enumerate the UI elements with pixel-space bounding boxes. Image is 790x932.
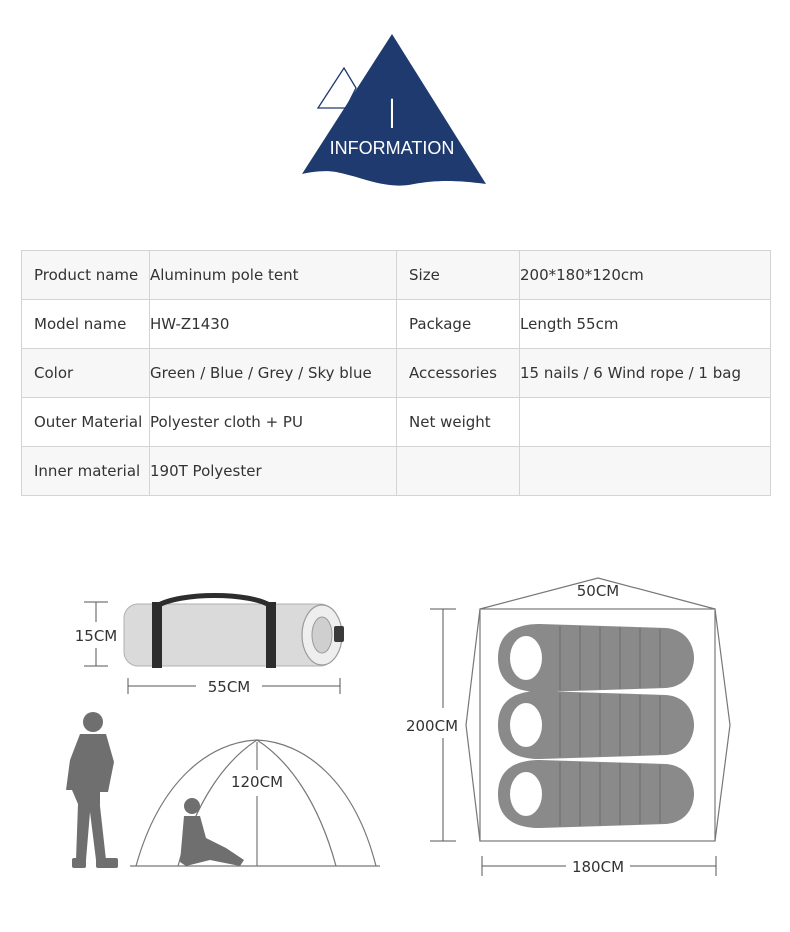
spec-label: Product name	[22, 251, 150, 300]
sleeping-bag	[498, 691, 694, 759]
spec-value: Green / Blue / Grey / Sky blue	[150, 349, 397, 398]
table-row	[22, 251, 771, 300]
bag-height-label: 15CM	[74, 627, 118, 645]
spec-value	[520, 398, 771, 447]
spec-value	[520, 447, 771, 496]
tent-profile	[130, 740, 380, 866]
spec-label	[397, 447, 520, 496]
badge-letter: I	[386, 92, 398, 138]
table-row	[22, 349, 771, 398]
sitting-person-icon	[180, 798, 244, 866]
table-row	[22, 447, 771, 496]
spec-value: Aluminum pole tent	[150, 251, 397, 300]
spec-label: Color	[22, 349, 150, 398]
spec-value: 200*180*120cm	[520, 251, 771, 300]
table-row	[22, 398, 771, 447]
spec-label: Accessories	[397, 349, 520, 398]
spec-value: Polyester cloth + PU	[150, 398, 397, 447]
badge-title: INFORMATION	[329, 138, 455, 158]
spec-label: Size	[397, 251, 520, 300]
sleeping-bag	[498, 760, 694, 828]
spec-value: 190T Polyester	[150, 447, 397, 496]
spec-label: Net weight	[397, 398, 520, 447]
floor-top-width-label: 50CM	[576, 582, 620, 600]
spec-value: 15 nails / 6 Wind rope / 1 bag	[520, 349, 771, 398]
information-badge	[296, 30, 496, 190]
standing-person-icon	[66, 712, 118, 868]
spec-value: HW-Z1430	[150, 300, 397, 349]
specs-table	[21, 250, 771, 496]
bag-length-label: 55CM	[207, 678, 251, 696]
spec-label: Inner material	[22, 447, 150, 496]
sleeping-bag	[498, 624, 694, 692]
spec-value: Length 55cm	[520, 300, 771, 349]
spec-label: Package	[397, 300, 520, 349]
dimension-diagram	[0, 540, 790, 932]
packed-bag-illustration	[124, 596, 344, 669]
table-row	[22, 300, 771, 349]
floor-width-label: 180CM	[571, 858, 625, 876]
floor-length-label: 200CM	[405, 717, 459, 735]
spec-label: Model name	[22, 300, 150, 349]
spec-label: Outer Material	[22, 398, 150, 447]
tent-height-label: 120CM	[230, 773, 284, 791]
